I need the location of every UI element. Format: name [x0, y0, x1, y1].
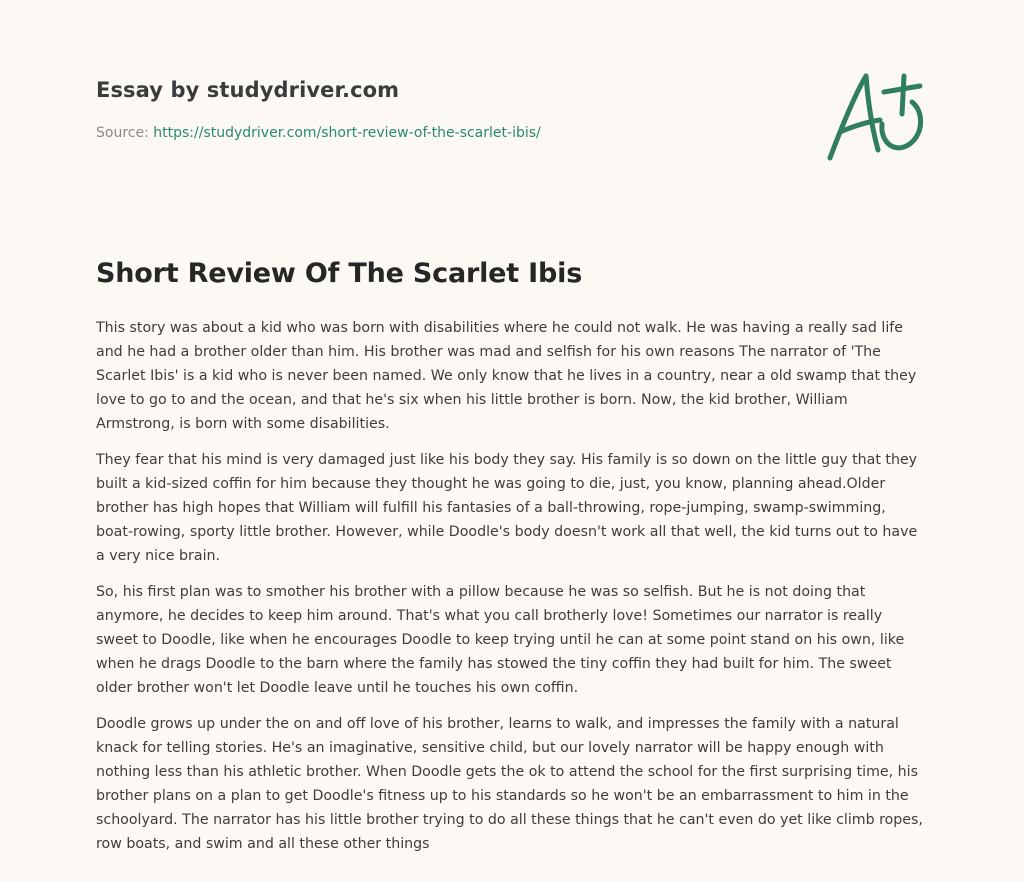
paragraph: So, his first plan was to smother his brother with a pillow because he was so selfish. But he is not doing that anymore, he decides to keep him around. That's what you call brotherly love! Sometimes our narrator is really sweet to Doodle, like when he encourages Doodle to keep trying until he can at some point stand on his own, like when he drags Doodle to the barn where the family has stowed the tiny coffin they had built for him. The sweet older brother won't let Doodle leave until he touches his own coffin.	[96, 584, 905, 696]
paragraph: This story was about a kid who was born with disabilities where he could not walk. He was having a really sad life and he had a brother older than him. His brother was mad and selfish for his own reasons The narrator of 'The Scarlet Ibis' is a kid who is never been named. We only know that he lives in a country, near a old swamp that they love to go to and the ocean, and that he's six when his little brother is born. Now, the kid brother, William Armstrong, is born with some disabilities.	[96, 320, 917, 432]
source-line	[96, 123, 796, 143]
a-plus-logo	[820, 66, 930, 166]
page-title: Short Review Of The Scarlet Ibis	[96, 258, 583, 289]
paragraph: Doodle grows up under the on and off love of his brother, learns to walk, and impresses the family with a natural knack for telling stories. He's an imaginative, sensitive child, but our lovely narrator will be happy enough with nothing less than his athletic brother. When Doodle gets the ok to attend the school for the first surprising time, his brother plans on a plan to get Doodle's fitness up to his standards so he won't be an embarrassment to him in the schoolyard. The narrator has his little brother trying to do all these things that he can't even do yet like climb ropes, row boats, and swim and all these other things	[96, 716, 923, 852]
essay-article	[96, 256, 926, 868]
page-header	[96, 76, 796, 143]
source-link[interactable]: https://studydriver.com/short-review-of-the-scarlet-ibis/	[153, 125, 541, 141]
site-title: Essay by studydriver.com	[96, 78, 400, 102]
paragraph: They fear that his mind is very damaged just like his body they say. His family is so down on the little guy that they built a kid-sized coffin for him because they thought he was going to die, just, you know, planning ahead.Older brother has high hopes that William will fulfill his fantasies of a ball-throwing, rope-jumping, swamp-swimming, boat-rowing, sporty little brother. However, while Doodle's body doesn't work all that well, the kid turns out to have a very nice brain.	[96, 452, 918, 564]
source-label: Source:	[96, 125, 149, 141]
